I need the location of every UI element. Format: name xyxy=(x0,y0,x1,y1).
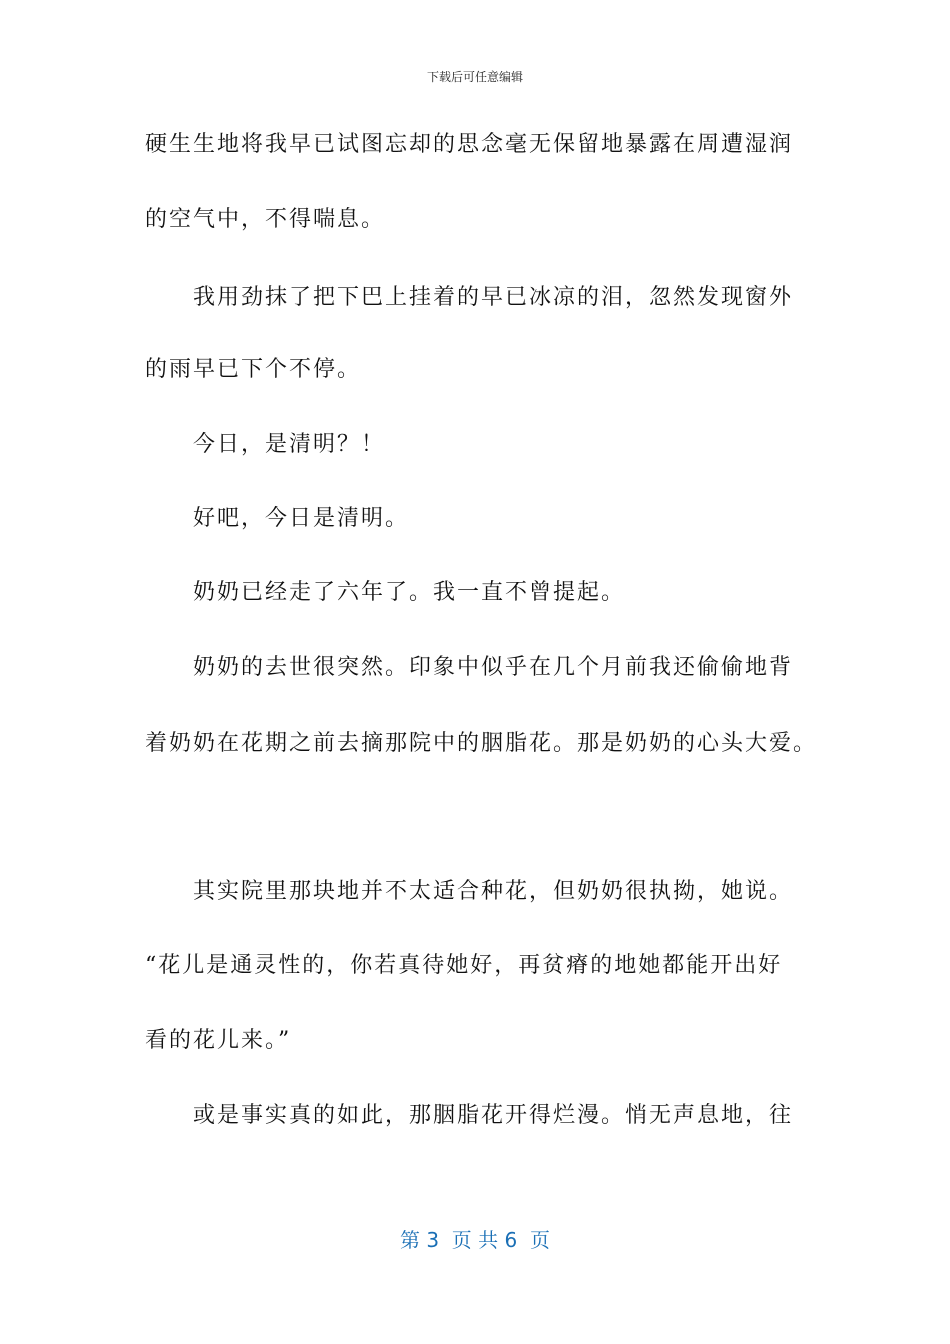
text-line: 看的花儿来。” xyxy=(145,1028,292,1053)
page-header: 下载后可任意编辑 xyxy=(426,70,523,84)
text-line: “花儿是通灵性的，你若真待她好，再贫瘠的地她都能开出好 xyxy=(145,953,783,978)
page-footer: 第 3 页 共 6 页 xyxy=(400,1228,550,1252)
text-line: 奶奶的去世很突然。印象中似乎在几个月前我还偷偷地背 xyxy=(193,655,794,680)
text-line: 今日，是清明？！ xyxy=(193,432,386,457)
text-line: 硬生生地将我早已试图忘却的思念毫无保留地暴露在周遭湿润 xyxy=(145,132,794,157)
text-line: 或是事实真的如此，那胭脂花开得烂漫。悄无声息地，往 xyxy=(193,1103,794,1128)
text-line: 的空气中，不得喘息。 xyxy=(145,207,386,232)
text-line: 着奶奶在花期之前去摘那院中的胭脂花。那是奶奶的心头大爱。 xyxy=(145,731,818,756)
text-line: 我用劲抹了把下巴上挂着的早已冰凉的泪，忽然发现窗外 xyxy=(193,285,794,310)
text-line: 其实院里那块地并不太适合种花，但奶奶很执拗，她说。 xyxy=(193,879,794,904)
text-line: 好吧，今日是清明。 xyxy=(193,506,410,531)
text-line: 奶奶已经走了六年了。我一直不曾提起。 xyxy=(193,580,626,605)
text-line: 的雨早已下个不停。 xyxy=(145,357,362,382)
